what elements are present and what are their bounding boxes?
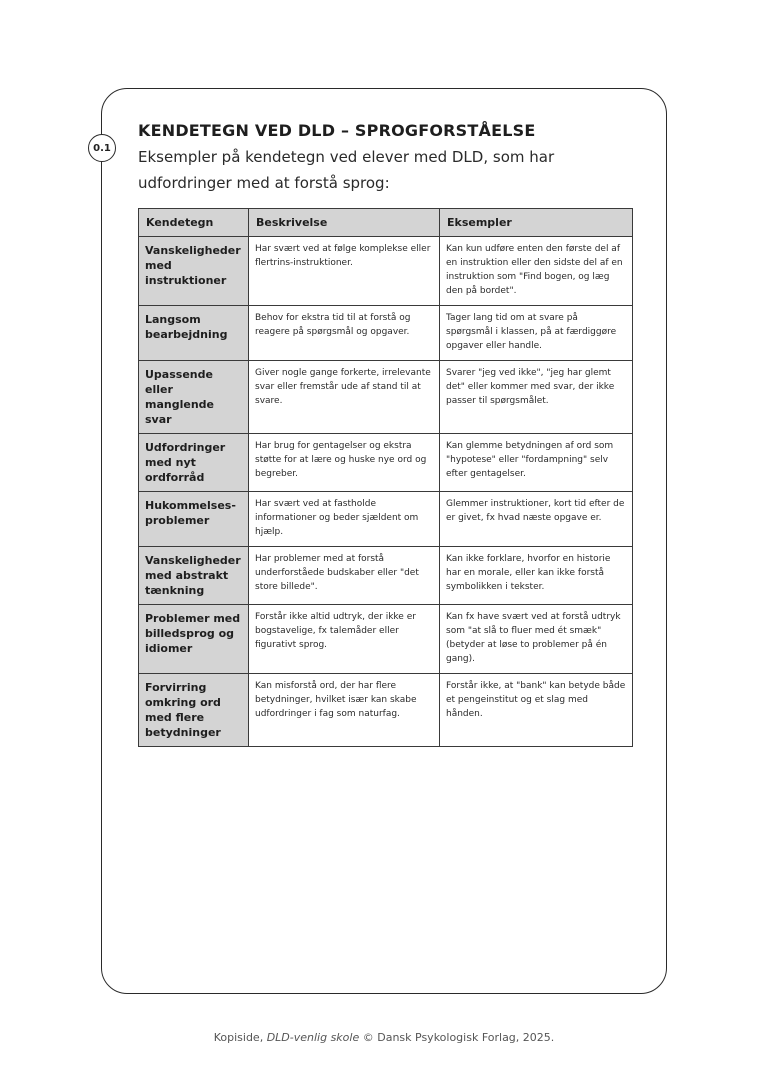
kendetegn-cell: Hukommelses-problemer <box>139 492 249 547</box>
footer-prefix: Kopiside, <box>213 1031 267 1044</box>
eksempler-cell: Svarer "jeg ved ikke", "jeg har glemt det" eller kommer med svar, der ikke passer til spørgsmålet. <box>440 361 633 434</box>
beskrivelse-cell: Har brug for gentagelser og ekstra støtte for at lære og huske nye ord og begreber. <box>249 434 440 492</box>
kendetegn-cell: Problemer med billedsprog og idiomer <box>139 605 249 674</box>
kendetegn-cell: Langsom bearbejdning <box>139 306 249 361</box>
kendetegn-cell: Vanskeligheder med abstrakt tænkning <box>139 547 249 605</box>
column-header-beskrivelse: Beskrivelse <box>249 209 440 237</box>
table-row <box>139 306 633 361</box>
table-row <box>139 674 633 747</box>
footer-copyright: © Dansk Psykologisk Forlag, 2025. <box>359 1031 555 1044</box>
kendetegn-cell: Forvirring omkring ord med flere betydninger <box>139 674 249 747</box>
eksempler-cell: Glemmer instruktioner, kort tid efter de er givet, fx hvad næste opgave er. <box>440 492 633 547</box>
eksempler-cell: Kan kun udføre enten den første del af en instruktion eller den sidste del af en instruktion som "Find bogen, og læg den på bordet". <box>440 237 633 306</box>
eksempler-cell: Tager lang tid om at svare på spørgsmål i klassen, på at færdiggøre opgaver eller handle. <box>440 306 633 361</box>
beskrivelse-cell: Har problemer med at forstå underforståede budskaber eller "det store billede". <box>249 547 440 605</box>
table-row <box>139 237 633 306</box>
section-number-badge: 0.1 <box>88 134 116 162</box>
table-header-row <box>139 209 633 237</box>
beskrivelse-cell: Har svært ved at fastholde informationer og beder sjældent om hjælp. <box>249 492 440 547</box>
kendetegn-table <box>138 208 633 747</box>
page-footer <box>0 1031 768 1044</box>
page-subtitle: Eksempler på kendetegn ved elever med DLD, som har udfordringer med at forstå sprog: <box>138 148 555 192</box>
kendetegn-cell: Udfordringer med nyt ordforråd <box>139 434 249 492</box>
page-title: KENDETEGN VED DLD – SPROGFORSTÅELSE <box>138 121 536 140</box>
beskrivelse-cell: Kan misforstå ord, der har flere betydninger, hvilket især kan skabe udfordringer i fag som naturfag. <box>249 674 440 747</box>
footer-book-title: DLD-venlig skole <box>266 1031 360 1044</box>
beskrivelse-cell: Har svært ved at følge komplekse eller flertrins-instruktioner. <box>249 237 440 306</box>
beskrivelse-cell: Giver nogle gange forkerte, irrelevante svar eller fremstår ude af stand til at svare. <box>249 361 440 434</box>
eksempler-cell: Kan fx have svært ved at forstå udtryk som "at slå to fluer med ét smæk" (betyder at løse to problemer på én gang). <box>440 605 633 674</box>
beskrivelse-cell: Behov for ekstra tid til at forstå og reagere på spørgsmål og opgaver. <box>249 306 440 361</box>
kendetegn-cell: Vanskeligheder med instruktioner <box>139 237 249 306</box>
eksempler-cell: Kan ikke forklare, hvorfor en historie har en morale, eller kan ikke forstå symbolikken i tekster. <box>440 547 633 605</box>
table-row <box>139 434 633 492</box>
beskrivelse-cell: Forstår ikke altid udtryk, der ikke er bogstavelige, fx talemåder eller figurativt sprog. <box>249 605 440 674</box>
column-header-kendetegn: Kendetegn <box>139 209 249 237</box>
column-header-eksempler: Eksempler <box>440 209 633 237</box>
eksempler-cell: Kan glemme betydningen af ord som "hypotese" eller "fordampning" selv efter gentagelser. <box>440 434 633 492</box>
table-row <box>139 361 633 434</box>
eksempler-cell: Forstår ikke, at "bank" kan betyde både et pengeinstitut og et slag med hånden. <box>440 674 633 747</box>
kendetegn-cell: Upassende eller manglende svar <box>139 361 249 434</box>
table-row <box>139 492 633 547</box>
table-row <box>139 547 633 605</box>
table-row <box>139 605 633 674</box>
